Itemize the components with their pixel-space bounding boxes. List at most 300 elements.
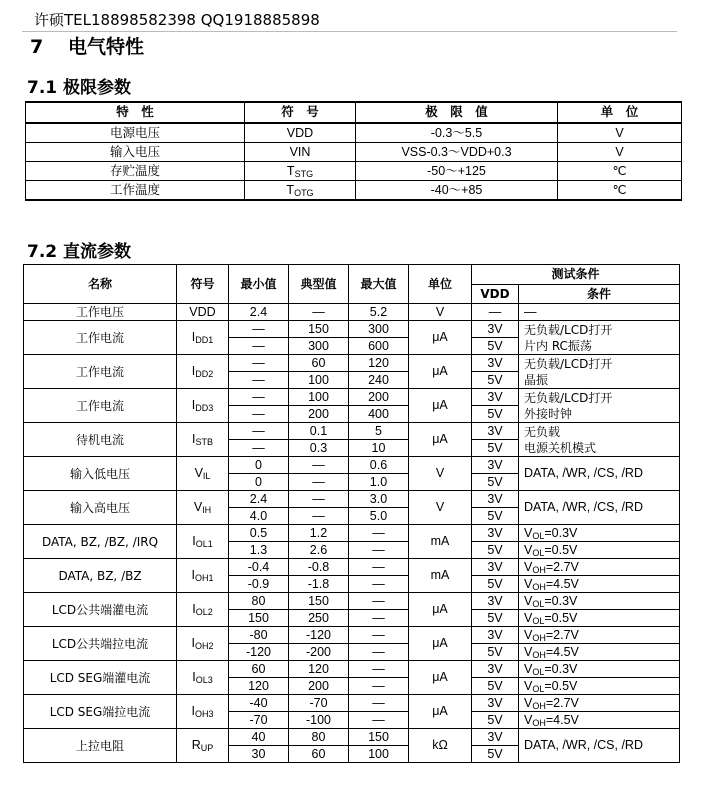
param-typ: 2.6 — [289, 542, 349, 559]
table-row — [24, 304, 680, 321]
test-vdd: — — [472, 304, 519, 321]
param-symbol — [177, 355, 229, 389]
param-max: — — [349, 593, 409, 610]
symbol-base: I — [192, 432, 196, 447]
param-unit: μA — [409, 627, 472, 661]
limit-unit: V — [558, 143, 682, 162]
test-condition — [519, 542, 680, 559]
param-typ: 250 — [289, 610, 349, 627]
test-condition — [519, 559, 680, 576]
table-row — [24, 525, 680, 542]
param-typ: 1.2 — [289, 525, 349, 542]
param-max: — — [349, 610, 409, 627]
condition-line: 无负载/LCD打开 — [524, 322, 613, 337]
param-typ: 150 — [289, 321, 349, 338]
test-vdd: 5V — [472, 678, 519, 695]
param-min: 60 — [229, 661, 289, 678]
test-vdd: 5V — [472, 508, 519, 525]
param-unit: μA — [409, 423, 472, 457]
param-min: — — [229, 406, 289, 423]
param-max: 5 — [349, 423, 409, 440]
param-max: 5.0 — [349, 508, 409, 525]
param-typ: -1.8 — [289, 576, 349, 593]
param-typ: — — [289, 491, 349, 508]
param-min: — — [229, 440, 289, 457]
condition-subscript: OH — [532, 581, 546, 592]
param-typ: — — [289, 508, 349, 525]
dc-col-unit: 单位 — [409, 265, 472, 304]
test-vdd: 5V — [472, 372, 519, 389]
limit-symbol — [245, 123, 356, 143]
condition-var: V — [524, 593, 533, 608]
param-min: -40 — [229, 695, 289, 712]
symbol-subscript: OL2 — [195, 607, 213, 618]
param-max: — — [349, 542, 409, 559]
param-typ: -200 — [289, 644, 349, 661]
param-typ: -0.8 — [289, 559, 349, 576]
test-vdd: 5V — [472, 542, 519, 559]
test-condition: — — [519, 304, 680, 321]
table-row — [24, 355, 680, 372]
condition-var: V — [524, 627, 533, 642]
symbol-subscript: DD3 — [195, 403, 214, 414]
condition-value: =0.3V — [544, 661, 578, 676]
dc-col-name: 名称 — [24, 265, 177, 304]
param-name: 工作电流 — [24, 389, 177, 423]
param-max: 240 — [349, 372, 409, 389]
param-unit: μA — [409, 321, 472, 355]
condition-line: 无负载 — [524, 424, 561, 439]
symbol-subscript: IL — [202, 471, 211, 482]
test-vdd: 3V — [472, 457, 519, 474]
param-typ: 0.3 — [289, 440, 349, 457]
param-typ: 100 — [289, 372, 349, 389]
test-vdd: 3V — [472, 491, 519, 508]
test-vdd: 5V — [472, 610, 519, 627]
symbol-base: I — [191, 330, 196, 345]
test-vdd: 3V — [472, 525, 519, 542]
test-condition — [519, 695, 680, 712]
param-max: — — [349, 559, 409, 576]
condition-value: =2.7V — [545, 695, 579, 710]
param-min: -0.9 — [229, 576, 289, 593]
param-min: -70 — [229, 712, 289, 729]
param-max: — — [349, 695, 409, 712]
condition-line: 片内 RC振荡 — [524, 338, 592, 353]
param-typ: 0.1 — [289, 423, 349, 440]
param-symbol: VDD — [177, 304, 229, 321]
condition-line: 电源关机模式 — [524, 440, 597, 455]
param-min: -0.4 — [229, 559, 289, 576]
param-typ: 200 — [289, 406, 349, 423]
condition-subscript: OH — [532, 632, 546, 643]
test-vdd: 3V — [472, 593, 519, 610]
test-condition — [519, 593, 680, 610]
param-min: 150 — [229, 610, 289, 627]
param-symbol — [177, 559, 229, 593]
param-min: 0 — [229, 474, 289, 491]
param-unit: mA — [409, 525, 472, 559]
param-max: 3.0 — [349, 491, 409, 508]
condition-line: 外接时钟 — [524, 406, 573, 421]
dc-col-typ: 典型值 — [289, 265, 349, 304]
param-unit: μA — [409, 593, 472, 627]
param-name: 工作电压 — [24, 304, 177, 321]
symbol-subscript: DD2 — [195, 369, 214, 380]
symbol-base: VIN — [289, 144, 311, 159]
param-typ: 60 — [289, 746, 349, 763]
param-min: — — [229, 355, 289, 372]
param-max: 200 — [349, 389, 409, 406]
param-max: 5.2 — [349, 304, 409, 321]
limit-value: -50～+125 — [356, 162, 558, 181]
condition-subscript: OH — [532, 700, 546, 711]
limits-table — [25, 101, 682, 201]
param-name: DATA, BZ, /BZ — [24, 559, 177, 593]
condition-subscript: OH — [532, 717, 546, 728]
limit-unit: ℃ — [558, 162, 682, 181]
test-condition — [519, 576, 680, 593]
condition-value: =0.3V — [544, 525, 578, 540]
param-typ: 300 — [289, 338, 349, 355]
condition-subscript: OL — [532, 683, 545, 694]
table-row — [24, 423, 680, 440]
param-typ: — — [289, 304, 349, 321]
param-typ: 100 — [289, 389, 349, 406]
condition-subscript: OL — [532, 615, 545, 626]
test-condition — [519, 423, 680, 457]
param-typ: — — [289, 457, 349, 474]
condition-var: V — [524, 559, 533, 574]
param-max: — — [349, 644, 409, 661]
condition-var: V — [524, 661, 533, 676]
condition-var: V — [524, 695, 533, 710]
symbol-base: I — [191, 704, 195, 719]
condition-value: =4.5V — [545, 576, 579, 591]
test-vdd: 5V — [472, 746, 519, 763]
dc-col-max: 最大值 — [349, 265, 409, 304]
symbol-subscript: IH — [202, 505, 212, 516]
condition-value: =2.7V — [545, 559, 579, 574]
contact-line: 许硕TEL18898582398 QQ1918885898 — [34, 11, 320, 29]
param-max: — — [349, 678, 409, 695]
symbol-subscript: OTG — [294, 187, 314, 198]
param-typ: -120 — [289, 627, 349, 644]
symbol-base: T — [286, 163, 295, 178]
test-vdd: 5V — [472, 406, 519, 423]
condition-var: V — [524, 644, 533, 659]
param-max: 150 — [349, 729, 409, 746]
param-typ: -100 — [289, 712, 349, 729]
symbol-base: I — [192, 602, 196, 617]
param-name: LCD SEG端拉电流 — [24, 695, 177, 729]
symbol-base: V — [193, 500, 203, 515]
limits-col-name: 特 性 — [26, 102, 245, 123]
test-vdd: 3V — [472, 729, 519, 746]
param-name: LCD公共端灌电流 — [24, 593, 177, 627]
param-unit: μA — [409, 661, 472, 695]
test-condition — [519, 661, 680, 678]
param-max: — — [349, 576, 409, 593]
param-unit: μA — [409, 355, 472, 389]
test-condition — [519, 610, 680, 627]
param-max: 100 — [349, 746, 409, 763]
param-name: 输入高电压 — [24, 491, 177, 525]
param-name: 输入低电压 — [24, 457, 177, 491]
param-min: 40 — [229, 729, 289, 746]
test-vdd: 3V — [472, 559, 519, 576]
condition-value: =0.5V — [544, 678, 578, 693]
test-vdd: 5V — [472, 440, 519, 457]
table-row — [24, 593, 680, 610]
condition-line: 无负载/LCD打开 — [524, 356, 613, 371]
symbol-subscript: OH3 — [194, 709, 214, 720]
table-row — [24, 627, 680, 644]
param-min: 0.5 — [229, 525, 289, 542]
table-row — [26, 181, 682, 201]
symbol-subscript: OL3 — [195, 675, 213, 686]
condition-value: =0.5V — [544, 610, 578, 625]
param-min: 80 — [229, 593, 289, 610]
test-vdd: 3V — [472, 389, 519, 406]
condition-line: DATA, /WR, /CS, /RD — [524, 738, 643, 753]
symbol-base: T — [286, 182, 295, 197]
param-name: 上拉电阻 — [24, 729, 177, 763]
param-symbol — [177, 661, 229, 695]
test-vdd: 3V — [472, 423, 519, 440]
dc-col-vdd: VDD — [472, 284, 519, 304]
limit-unit: V — [558, 123, 682, 143]
test-vdd: 5V — [472, 644, 519, 661]
table-row — [26, 162, 682, 181]
param-typ: -70 — [289, 695, 349, 712]
param-min: -120 — [229, 644, 289, 661]
table-row — [24, 321, 680, 338]
param-name: 待机电流 — [24, 423, 177, 457]
limits-col-symbol: 符 号 — [245, 102, 356, 123]
limit-name: 存贮温度 — [26, 162, 245, 181]
section-number: 7 — [30, 36, 44, 58]
symbol-base: VDD — [286, 125, 314, 140]
param-max: 0.6 — [349, 457, 409, 474]
test-condition — [519, 678, 680, 695]
param-max: 400 — [349, 406, 409, 423]
condition-subscript: OL — [532, 666, 545, 677]
test-vdd: 5V — [472, 474, 519, 491]
dc-col-min: 最小值 — [229, 265, 289, 304]
condition-value: =0.3V — [544, 593, 578, 608]
param-min: — — [229, 423, 289, 440]
param-unit: V — [409, 457, 472, 491]
param-name: LCD SEG端灌电流 — [24, 661, 177, 695]
symbol-base: I — [191, 568, 195, 583]
param-min: — — [229, 372, 289, 389]
limit-symbol — [245, 162, 356, 181]
table-row — [24, 729, 680, 746]
param-typ: 150 — [289, 593, 349, 610]
symbol-subscript: DD1 — [195, 335, 214, 346]
param-typ: 60 — [289, 355, 349, 372]
limit-name: 工作温度 — [26, 181, 245, 201]
param-name: LCD公共端拉电流 — [24, 627, 177, 661]
test-vdd: 3V — [472, 695, 519, 712]
table-row — [24, 457, 680, 474]
param-symbol — [177, 627, 229, 661]
condition-subscript: OL — [532, 547, 545, 558]
param-symbol — [177, 593, 229, 627]
param-typ: 120 — [289, 661, 349, 678]
param-unit: μA — [409, 389, 472, 423]
table-row — [24, 661, 680, 678]
table-row — [24, 491, 680, 508]
test-condition — [519, 729, 680, 763]
table-row — [26, 143, 682, 162]
param-symbol — [177, 423, 229, 457]
test-vdd: 3V — [472, 321, 519, 338]
param-min: — — [229, 389, 289, 406]
symbol-base: I — [192, 670, 196, 685]
limit-name: 电源电压 — [26, 123, 245, 143]
param-min: -80 — [229, 627, 289, 644]
limits-col-value: 极 限 值 — [356, 102, 558, 123]
param-max: — — [349, 525, 409, 542]
condition-var: V — [524, 576, 533, 591]
dc-col-test: 测试条件 — [472, 265, 680, 285]
condition-var: V — [524, 678, 533, 693]
param-max: — — [349, 661, 409, 678]
condition-line: 无负载/LCD打开 — [524, 390, 613, 405]
symbol-base: I — [192, 534, 196, 549]
condition-line: DATA, /WR, /CS, /RD — [524, 466, 643, 481]
condition-var: V — [524, 542, 533, 557]
test-condition — [519, 457, 680, 491]
condition-value: =4.5V — [545, 712, 579, 727]
symbol-subscript: STG — [294, 168, 314, 179]
condition-var: V — [524, 525, 533, 540]
limits-col-unit: 单 位 — [558, 102, 682, 123]
test-condition — [519, 712, 680, 729]
test-vdd: 5V — [472, 338, 519, 355]
condition-line: 晶振 — [524, 372, 549, 387]
param-min: 2.4 — [229, 304, 289, 321]
condition-subscript: OL — [532, 530, 545, 541]
symbol-subscript: OH2 — [194, 641, 214, 652]
test-condition — [519, 389, 680, 423]
param-unit: mA — [409, 559, 472, 593]
dc-header-row — [24, 265, 680, 285]
limit-value: VSS-0.3～VDD+0.3 — [356, 143, 558, 162]
limit-unit: ℃ — [558, 181, 682, 201]
condition-subscript: OH — [532, 649, 546, 660]
param-min: 0 — [229, 457, 289, 474]
dc-heading: 7.2 直流参数 — [27, 242, 132, 262]
test-condition — [519, 321, 680, 355]
param-unit: μA — [409, 695, 472, 729]
limit-symbol — [245, 143, 356, 162]
condition-value: =0.5V — [544, 542, 578, 557]
symbol-subscript: STB — [195, 437, 213, 448]
limit-name: 输入电压 — [26, 143, 245, 162]
test-vdd: 3V — [472, 355, 519, 372]
param-symbol — [177, 729, 229, 763]
param-max: 1.0 — [349, 474, 409, 491]
test-condition — [519, 525, 680, 542]
param-min: — — [229, 321, 289, 338]
param-min: — — [229, 338, 289, 355]
test-vdd: 5V — [472, 576, 519, 593]
param-name: DATA, BZ, /BZ, /IRQ — [24, 525, 177, 559]
condition-line: DATA, /WR, /CS, /RD — [524, 500, 643, 515]
param-symbol — [177, 491, 229, 525]
param-max: 120 — [349, 355, 409, 372]
test-vdd: 3V — [472, 661, 519, 678]
limit-symbol — [245, 181, 356, 201]
param-symbol — [177, 695, 229, 729]
param-min: 1.3 — [229, 542, 289, 559]
dc-table — [23, 264, 680, 763]
param-symbol — [177, 525, 229, 559]
param-typ: 200 — [289, 678, 349, 695]
table-row — [24, 389, 680, 406]
section-title: 电气特性 — [68, 36, 145, 58]
limits-header-row — [26, 102, 682, 123]
test-condition — [519, 627, 680, 644]
test-condition — [519, 644, 680, 661]
test-condition — [519, 491, 680, 525]
symbol-base: V — [194, 466, 203, 481]
param-max: — — [349, 712, 409, 729]
table-row — [24, 695, 680, 712]
param-min: 120 — [229, 678, 289, 695]
param-unit: V — [409, 491, 472, 525]
limits-heading: 7.1 极限参数 — [27, 78, 132, 98]
param-min: 30 — [229, 746, 289, 763]
section-heading — [30, 32, 144, 59]
condition-value: =2.7V — [545, 627, 579, 642]
test-condition — [519, 355, 680, 389]
param-typ: — — [289, 474, 349, 491]
param-min: 2.4 — [229, 491, 289, 508]
symbol-subscript: OH1 — [194, 573, 214, 584]
param-unit: kΩ — [409, 729, 472, 763]
dc-col-symbol: 符号 — [177, 265, 229, 304]
test-vdd: 3V — [472, 627, 519, 644]
symbol-base: I — [191, 398, 196, 413]
condition-value: =4.5V — [545, 644, 579, 659]
param-symbol — [177, 457, 229, 491]
param-symbol — [177, 389, 229, 423]
symbol-base: I — [191, 636, 195, 651]
param-max: 10 — [349, 440, 409, 457]
condition-var: V — [524, 610, 533, 625]
symbol-base: R — [191, 738, 201, 753]
symbol-subscript: UP — [200, 743, 214, 754]
table-row — [26, 123, 682, 143]
condition-subscript: OL — [532, 598, 545, 609]
param-typ: 80 — [289, 729, 349, 746]
table-row — [24, 559, 680, 576]
test-vdd: 5V — [472, 712, 519, 729]
symbol-base: I — [191, 364, 196, 379]
param-name: 工作电流 — [24, 321, 177, 355]
param-max: 300 — [349, 321, 409, 338]
limit-value: -40～+85 — [356, 181, 558, 201]
param-symbol — [177, 321, 229, 355]
symbol-subscript: OL1 — [195, 539, 213, 550]
condition-var: V — [524, 712, 533, 727]
dc-col-cond: 条件 — [519, 284, 680, 304]
param-unit: V — [409, 304, 472, 321]
